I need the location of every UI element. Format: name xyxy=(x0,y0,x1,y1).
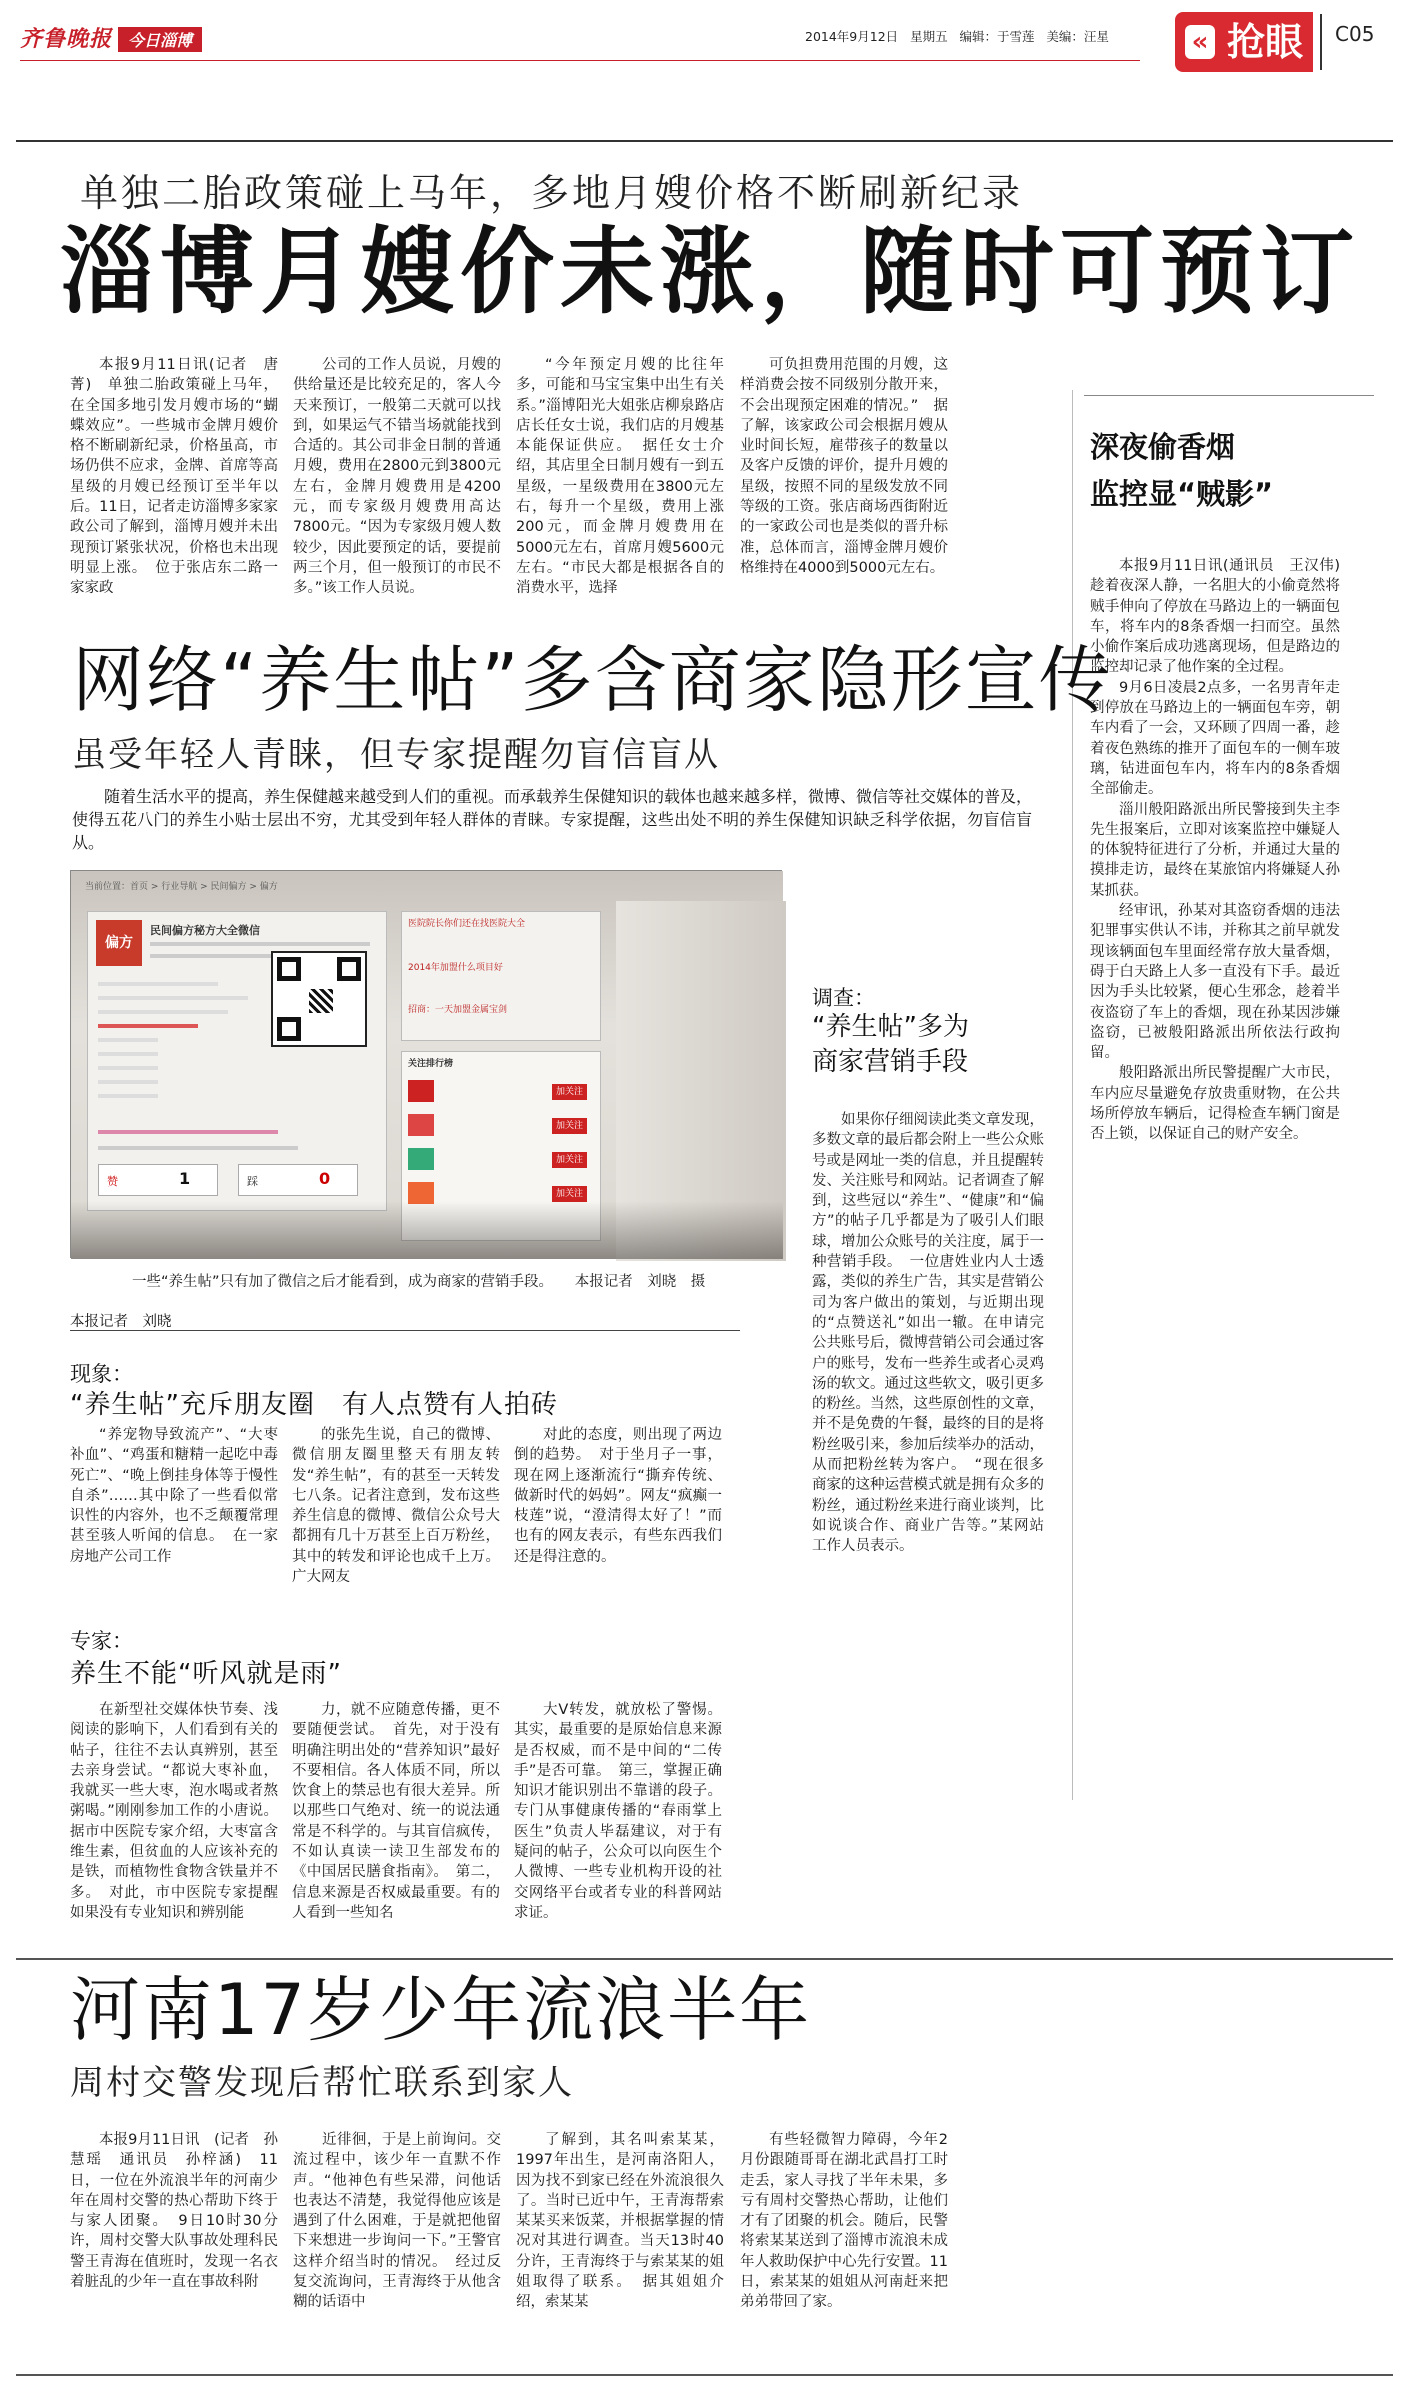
page-number: C05 xyxy=(1335,22,1375,46)
article3-headline: 河南17岁少年流浪半年 xyxy=(70,1969,812,2051)
dislike-box xyxy=(238,1164,358,1196)
article2-paragraph: 的张先生说，自己的微博、微信朋友圈里整天有朋友转发“养生帖”，有的甚至一天转发七八条。记者注意到，发布这些养生信息的微博、微信公众号大都拥有几十万甚至上百万粉丝，其中的转发和评论也成千上万。广大网友 xyxy=(292,1427,500,1586)
article3-column-3 xyxy=(516,2130,724,2370)
newspaper-logo: 齐鲁晚报 xyxy=(20,26,113,52)
article1-paragraph: 可负担费用范围的月嫂，这样消费会按不同级别分散开来，不会出现预定困难的情况。” 据了解，该家政公司会根据月嫂从业时间长短，雇带孩子的数量以及客户反馈的评价，提升月嫂的星级，按照不同的星级发放不同等级的工资。张店商场西街附近的一家政公司也是类似的晋升标准，总体而言，淄博金牌月嫂价格维持在4000到5000元左右。 xyxy=(740,357,948,576)
like-box xyxy=(98,1164,218,1196)
article2-paragraph: 对此的态度，则出现了两边倒的趋势。 对于坐月子一事，现在网上逐渐流行“撕弃传统、做新时代的妈妈”。网友“疯癫一枝莲”说，“澄清得太好了！”而也有的网友表示，有些东西我们还是得注意的。 xyxy=(514,1427,722,1565)
sidebar-body xyxy=(1090,556,1355,1781)
article3-column-1 xyxy=(70,2130,278,2370)
article2-sec1-column-1 xyxy=(70,1425,278,1605)
photo-line xyxy=(98,1146,298,1150)
photo-line xyxy=(98,1010,228,1014)
section-tag: 专家： xyxy=(70,1629,133,1653)
article3-rule xyxy=(16,1958,1393,1960)
article3-paragraph: 近徘徊，于是上前询问。交流过程中，该少年一直默不作声。“他神色有些呆滞，问他话也表达不清楚，我觉得他应该是遇到了什么困难，于是就把他留下来想进一步询问一下。”王警官这样介绍当时的情况。 经过反复交流询问，王青海终于从他含糊的话语中 xyxy=(293,2132,501,2311)
article2-paragraph: 大V转发，就放松了警惕。其实，最重要的是原始信息来源是否权威，而不是中间的“二传手”是否可靠。 第三，掌握正确知识才能识别出不靠谱的段子。专门从事健康传播的“春雨掌上医生”负责人毕磊建议，对于有疑问的帖子，公众可以向医生个人微博、一些专业机构开设的社交网络平台或者专业的科普网站求证。 xyxy=(514,1702,722,1921)
section-heading: “养生帖”充斥朋友圈 有人点赞有人拍砖 xyxy=(70,1390,558,1420)
photo-account-name: 民间偏方秘方大全微信 xyxy=(150,924,260,937)
article2-paragraph: “养宠物导致流产”、“大枣补血”、“鸡蛋和糖精一起吃中毒死亡”、“晚上倒挂身体等于慢性自杀”……其中除了一些看似常识性的内容外，也不乏颠覆常理甚至骇人听闻的信息。 在一家房地产公司工作 xyxy=(70,1427,278,1565)
byline-rule xyxy=(70,1330,740,1331)
article2-paragraph: 在新型社交媒体快节奏、浅阅读的影响下，人们看到有关的帖子，往往不去认真辨别，甚至去亲身尝试。“都说大枣补血，我就买一些大枣，泡水喝或者熬粥喝。”刚刚参加工作的小唐说。据市中医院专家介绍，大枣富含维生素，但贫血的人应该补充的是铁，而植物性食物含铁量并不多。 对此，市中医院专家提醒如果没有专业知识和辨别能 xyxy=(70,1702,278,1921)
article2-headline: 网络“养生帖”多含商家隐形宣传 xyxy=(72,638,1113,722)
article1-headline: 淄博月嫂价未涨，随时可预订 xyxy=(60,218,1361,327)
photo-line xyxy=(98,1024,198,1028)
issue-meta: 2014年9月12日 星期五 编辑：于雪莲 美编：汪星 xyxy=(805,29,1109,44)
qr-finder xyxy=(277,957,301,981)
article2-lead: 随着生活水平的提高，养生保健越来越受到人们的重视。而承载养生保健知识的载体也越来越多样，微博、微信等社交媒体的普及，使得五花八门的养生小贴士层出不穷，尤其受到年轻人群体的青睐。专家提醒，这些出处不明的养生保健知识缺乏科学依据，勿盲信盲从。 xyxy=(72,787,1033,852)
section-heading-line: “养生帖”多为 xyxy=(812,1012,969,1042)
article1-column-3 xyxy=(516,355,724,605)
photo-caption: 一些“养生帖”只有加了微信之后才能看到，成为商家的营销手段。 本报记者 刘晓 摄 xyxy=(132,1274,706,1290)
article2-sec2-column-2 xyxy=(292,1700,500,1940)
article1-column-4 xyxy=(740,355,948,605)
sidebar-headline-line: 监控显“贼影” xyxy=(1090,477,1274,511)
photo-line xyxy=(98,1066,158,1070)
article3-column-2 xyxy=(293,2130,501,2370)
article2-paragraph: 力，就不应随意传播，更不要随便尝试。 首先，对于没有明确注明出处的“营养知识”最好不要相信。各人体质不同，所以饮食上的禁忌也有很大差异。所以那些口气绝对、统一的说法通常是不科学的。与其盲信疯传，不如认真读一读卫生部发布的《中国居民膳食指南》。 第二，信息来源是否权威最重要。有的人看到一些知名 xyxy=(292,1702,500,1921)
article1-column-1 xyxy=(70,355,278,605)
photo-line xyxy=(98,1130,278,1134)
photo-line xyxy=(98,1080,158,1084)
section-tag: 现象： xyxy=(70,1362,133,1386)
sidebar-paragraph: 般阳路派出所民警提醒广大市民，车内应尽量避免存放贵重财物，在公共场所停放车辆后，记得检查车辆门窗是否上锁，以保证自己的财产安全。 xyxy=(1090,1065,1340,1143)
article2-sec1-column-2 xyxy=(292,1425,500,1605)
sidebar-paragraph: 淄川般阳路派出所民警接到失主李先生报案后，立即对该案监控中嫌疑人的体貌特征进行了分析，并通过大量的摸排走访，最终在某旅馆内将嫌疑人孙某抓获。 xyxy=(1090,801,1340,899)
qr-finder xyxy=(277,1017,301,1041)
rank-thumb xyxy=(408,1080,434,1102)
follow-button: 加关注 xyxy=(552,1186,587,1202)
article2-subtitle: 虽受年轻人青睐，但专家提醒勿盲信盲从 xyxy=(72,735,720,775)
rank-thumb xyxy=(408,1114,434,1136)
follow-rank-title: 关注排行榜 xyxy=(408,1059,454,1069)
section-label: 抢眼 xyxy=(1227,20,1304,64)
photo-line xyxy=(150,942,370,946)
section-tag: 调查： xyxy=(812,986,875,1010)
sidebar-headline xyxy=(1090,424,1273,518)
sidebar-rule xyxy=(1084,395,1374,396)
photo-ad: 招商：一天加盟金属宝剑 xyxy=(408,1005,508,1015)
photo-breadcrumb: 当前位置：首页 > 行业导航 > 民间偏方 > 偏方 xyxy=(85,882,278,892)
photo-shadow xyxy=(71,1201,783,1259)
article2-sec2-column-3 xyxy=(514,1700,722,1940)
photo-ad: 2014年加盟什么项目好 xyxy=(408,963,503,973)
article2-paragraph: 如果你仔细阅读此类文章发现，多数文章的最后都会附上一些公众账号或是网址一类的信息，并且提醒转发、关注账号和网站。记者调查了解到，这些冠以“养生”、“健康”和“偏方”的帖子几乎都是为了吸引人们眼球，增加公众账号的关注度，属于一种营销手段。 一位唐姓业内人士透露，类似的养生广告，其实是营销公司为客户做出的策划，与近期出现的“点赞送礼”如出一辙。在申请完公共账号后，微博营销公司会通过客户的账号，发布一些养生或者心灵鸡汤的软文。通过这些软文，吸引更多的粉丝。当然，这些原创性的文章，并不是免费的午餐，最终的目的是将粉丝吸引来，参加后续举办的活动，从而把粉丝转为客户。 “现在很多商家的这种运营模式就是拥有众多的粉丝，通过粉丝来进行商业谈判，比如说谈合作、商业广告等。”某网站工作人员表示。 xyxy=(812,1112,1044,1555)
photo-line xyxy=(98,1052,158,1056)
qr-code-icon xyxy=(271,951,367,1047)
article3-subtitle: 周村交警发现后帮忙联系到家人 xyxy=(70,2063,574,2103)
qr-pattern xyxy=(309,989,333,1013)
section-heading xyxy=(812,1010,969,1080)
sidebar-paragraph: 本报9月11日讯(通讯员 王汉伟) 趁着夜深人静，一名胆大的小偷竟然将贼手伸向了停放在马路边上的一辆面包车，将车内的8条香烟一扫而空。虽然小偷作案后成功逃离现场，但是路边的监控却记录了他作案的全过程。 xyxy=(1090,558,1355,676)
photo-ad: 医院院长你们还在找医院大全 xyxy=(408,919,526,929)
article1-column-2 xyxy=(293,355,501,605)
sidebar-divider xyxy=(1072,390,1073,1800)
dislike-label: 踩 xyxy=(247,1175,258,1188)
article2-photo xyxy=(70,870,782,1258)
article2-sec3-column xyxy=(812,1110,1044,1940)
photo-line xyxy=(98,996,248,1000)
top-rule xyxy=(16,140,1393,142)
section-heading: 养生不能“听风就是雨” xyxy=(70,1659,342,1689)
article2-sec2-column-1 xyxy=(70,1700,278,1940)
double-chevron-left-icon: « xyxy=(1185,25,1215,59)
follow-button: 加关注 xyxy=(552,1084,587,1100)
masthead-rule xyxy=(20,60,1140,61)
like-count: 1 xyxy=(179,1169,191,1188)
article3-paragraph: 了解到，其名叫索某某，1997年出生，是河南洛阳人，因为找不到家已经在外流浪很久了。当时已近中午，王青海帮索某某买来饭菜，并根据掌握的情况对其进行调查。当天13时40分许，王青海终于与索某某的姐姐取得了联系。 据其姐姐介绍，索某某 xyxy=(516,2132,724,2311)
sidebar-paragraph: 经审讯，孙某对其盗窃香烟的违法犯罪事实供认不讳，并称其之前早就发现该辆面包车里面经常存放大量香烟，碍于白天路上人多一直没有下手。最近因为手头比较紧，便心生邪念，趁着半夜盗窃了车上的香烟，现在孙某因涉嫌盗窃，已被般阳路派出所依法行政拘留。 xyxy=(1090,903,1340,1062)
section-badge xyxy=(1175,12,1313,72)
like-label: 赞 xyxy=(107,1175,118,1188)
article3-column-4 xyxy=(740,2130,948,2370)
article1-paragraph: “今年预定月嫂的比往年多，可能和马宝宝集中出生有关系。”淄博阳光大姐张店柳泉路店店长任女士说，我们店的月嫂基本能保证供应。 据任女士介绍，其店里全日制月嫂有一到五星级，一星级费用在3800元左右，每升一个星级，费用上涨200元，而金牌月嫂费用在5000元左右，首席月嫂5600元左右。“市民大都是根据各自的消费水平，选择 xyxy=(516,357,724,597)
photo-line xyxy=(98,1094,158,1098)
section-heading-line: 商家营销手段 xyxy=(812,1047,969,1077)
bottom-rule xyxy=(16,2374,1393,2376)
article3-paragraph: 本报9月11日讯 (记者 孙慧瑶 通讯员 孙梓涵) 11日，一位在外流浪半年的河南少年在周村交警的热心帮助下终于与家人团聚。 9日10时30分许，周村交警大队事故处理科民警王青海在值班时，发现一名衣着脏乱的少年一直在事故科附 xyxy=(70,2132,278,2291)
photo-line xyxy=(98,982,218,986)
sidebar-paragraph: 9月6日凌晨2点多，一名男青年走到停放在马路边上的一辆面包车旁，朝车内看了一会，又环顾了四周一番，趁着夜色熟练的推开了面包车的一侧车玻璃，钻进面包车内，将车内的8条香烟全部偷走。 xyxy=(1090,679,1340,798)
qr-finder xyxy=(337,957,361,981)
article3-paragraph: 有些轻微智力障碍，今年2月份跟随哥哥在湖北武昌打工时走丢，家人寻找了半年未果，多亏有周村交警热心帮助，让他们才有了团聚的机会。随后，民警将索某某送到了淄博市流浪未成年人救助保护中心先行安置。11日，索某某的姐姐从河南赶来把弟弟带回了家。 xyxy=(740,2132,948,2311)
article2-sec1-column-3 xyxy=(514,1425,722,1605)
article1-paragraph: 本报9月11日讯(记者 唐菁) 单独二胎政策碰上马年，在全国多地引发月嫂市场的“蝴蝶效应”。一些城市金牌月嫂价格不断刷新纪录，价格虽高，市场仍供不应求，金牌、首席等高星级的月嫂已经预订至半年以后。11日，记者走访淄博多家家政公司了解到，淄博月嫂并未出现预订紧张状况，价格也未出现明显上涨。 位于张店东二路一家家政 xyxy=(70,357,278,597)
article1-paragraph: 公司的工作人员说，月嫂的供给量还是比较充足的，客人今天来预订，一般第二天就可以找到，如果运气不错当场就能找到合适的。其公司非金日制的普通月嫂，费用在2800元到3800元左右，金牌月嫂费用是4200元，而专家级月嫂费用高达7800元。“因为专家级月嫂人数较少，因此要预定的话，要提前两三个月，但一般预订的市民不多。”该工作人员说。 xyxy=(293,357,501,597)
photo-line xyxy=(98,1038,158,1042)
follow-button: 加关注 xyxy=(552,1118,587,1134)
photo-ad-panel xyxy=(401,911,601,1041)
sidebar-headline-line: 深夜偷香烟 xyxy=(1090,430,1236,464)
rank-thumb xyxy=(408,1148,434,1170)
dislike-count: 0 xyxy=(319,1169,331,1188)
follow-button: 加关注 xyxy=(552,1152,587,1168)
article1-subtitle: 单独二胎政策碰上马年，多地月嫂价格不断刷新纪录 xyxy=(80,171,1024,215)
page-separator xyxy=(1320,14,1322,70)
photo-account-logo: 偏方 xyxy=(96,920,142,966)
article2-byline: 本报记者 刘晓 xyxy=(70,1314,172,1330)
edition-label: 今日淄博 xyxy=(118,27,202,52)
